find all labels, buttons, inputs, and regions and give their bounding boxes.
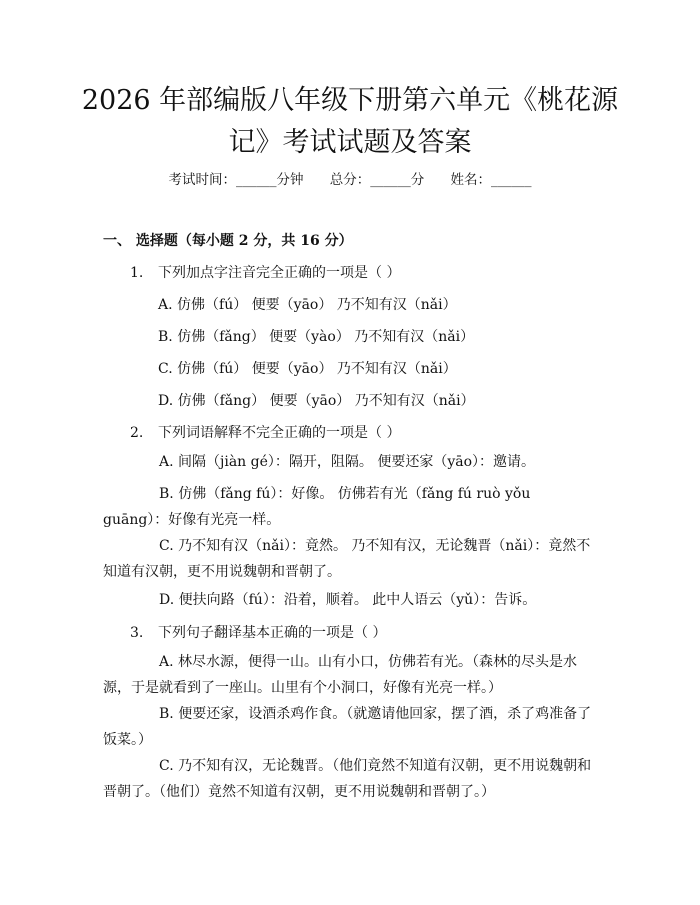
- question-number: 1.: [130, 265, 144, 281]
- question-1: [130, 262, 400, 282]
- question-stem: 下列加点字注音完全正确的一项是（ ）: [158, 265, 401, 281]
- q2-option-b: B. 仿佛（fǎng fú）：好像。 仿佛若有光（fǎng fú ruò yǒu guāng）：好像有光亮一样。: [103, 486, 531, 528]
- question-number: 3.: [130, 625, 144, 641]
- student-name-field: 姓名：______: [450, 172, 532, 188]
- q3-option-a: A. 林尽水源，便得一山。山有小口，仿佛若有光。（森林的尽头是水源，于是就看到了一座山。山里有个小洞口，好像有光亮一样。）: [103, 654, 578, 696]
- document-title: [60, 80, 640, 164]
- q1-option-a: A. 仿佛（fú） 便要（yāo） 乃不知有汉（nǎi）: [158, 297, 457, 313]
- q2-option-a: A. 间隔（jiàn gé）：隔开，阻隔。 便要还家（yāo）：邀请。: [159, 454, 536, 470]
- q2-option-d: D. 便扶向路（fú）：沿着，顺着。 此中人语云（yǔ）：告诉。: [159, 592, 537, 608]
- q3-option-c: C. 乃不知有汉，无论魏晋。（他们竟然不知道有汉朝，更不用说魏朝和晋朝了。（他们）竟然不知道有汉朝，更不用说魏朝和晋朝了。）: [103, 758, 592, 800]
- exam-time-field: 考试时间：______分钟: [168, 172, 304, 188]
- question-3: [130, 622, 386, 642]
- total-score-field: 总分：______分: [329, 172, 425, 188]
- question-stem: 下列词语解释不完全正确的一项是（ ）: [158, 425, 401, 441]
- title-line-2: 记》考试试题及答案: [228, 127, 472, 158]
- question-number: 2.: [130, 425, 144, 441]
- q1-option-b: B. 仿佛（fǎng） 便要（yào） 乃不知有汉（nǎi）: [158, 329, 475, 345]
- q2-option-c: C. 乃不知有汉（nǎi）：竟然。 乃不知有汉，无论魏晋（nǎi）：竟然不知道有汉朝，更不用说魏朝和晋朝了。: [103, 538, 591, 580]
- q3-option-b: B. 便要还家，设酒杀鸡作食。（就邀请他回家，摆了酒，杀了鸡准备了饭菜。）: [103, 706, 592, 748]
- question-2: [130, 422, 400, 442]
- q1-option-c: C. 仿佛（fú） 便要（yāo） 乃不知有汉（nǎi）: [158, 361, 457, 377]
- section-heading-choice: 一、 选择题（每小题 2 分，共 16 分）: [103, 233, 353, 249]
- question-stem: 下列句子翻译基本正确的一项是（ ）: [158, 625, 387, 641]
- title-line-1: 2026 年部编版八年级下册第六单元《桃花源: [81, 85, 619, 116]
- exam-meta: [0, 168, 700, 188]
- q1-option-d: D. 仿佛（fǎng） 便要（yāo） 乃不知有汉（nǎi）: [158, 393, 475, 409]
